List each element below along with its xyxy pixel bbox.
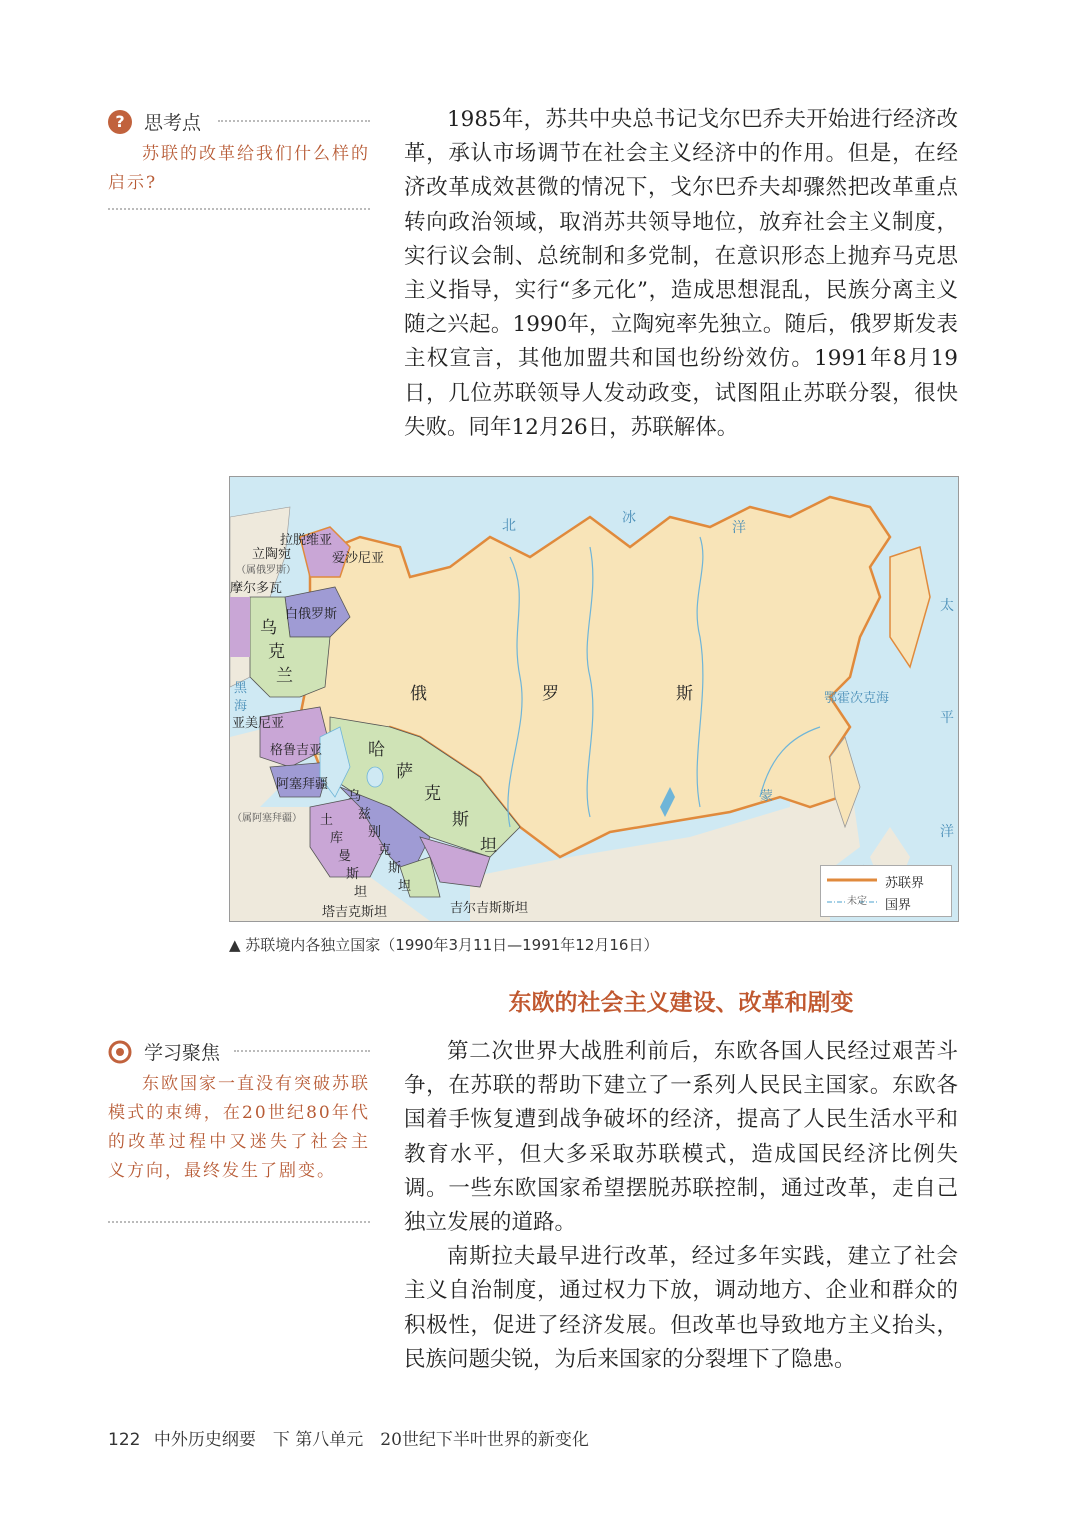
label-russia-3: 斯 <box>676 684 693 704</box>
label-turkmen-3: 曼 <box>338 849 352 864</box>
label-uzbek-5: 斯 <box>388 861 402 876</box>
footer-text: 中外历史纲要 下 第八单元 20世纪下半叶世界的新变化 <box>153 1430 589 1450</box>
label-lithuania: 立陶宛 <box>252 547 292 562</box>
focus-header <box>108 1038 220 1065</box>
label-kazakh-5: 坦 <box>480 836 497 856</box>
label-belarus: 白俄罗斯 <box>285 607 338 622</box>
section-body <box>404 1035 958 1377</box>
label-turkmen-1: 土 <box>320 813 334 828</box>
page-number: 122 <box>108 1430 141 1450</box>
section-paragraph-1: 第二次世界大战胜利前后，东欧各国人民经过艰苦斗争，在苏联的帮助下建立了一系列人民民主国家。东欧各国着手恢复遭到战争破坏的经济，提高了人民生活水平和教育水平，但大多采取苏联模式，造成国民经济比例失调。一些东欧国家希望摆脱苏联控制，通过改革，走自己独立发展的道路。 <box>404 1039 958 1236</box>
target-icon <box>108 1040 132 1064</box>
section-title: 东欧的社会主义建设、改革和剧变 <box>508 990 854 1016</box>
think-point-text: 苏联的改革给我们什么样的启示? <box>108 144 370 193</box>
label-arctic-1: 北 <box>502 518 516 534</box>
divider <box>218 120 370 122</box>
label-turkmen-2: 库 <box>330 831 344 846</box>
label-kazakh-3: 克 <box>424 784 441 804</box>
label-black-sea-2: 海 <box>234 699 248 714</box>
label-pacific-1: 太 <box>940 598 954 614</box>
label-kazakh-1: 哈 <box>368 740 385 760</box>
intro-paragraph: 1985年，苏共中央总书记戈尔巴乔夫开始进行经济改革，承认市场调节在社会主义经济中的作用。但是，在经济改革成效甚微的情况下，戈尔巴乔夫却骤然把改革重点转向政治领域，取消苏共领导地位，放弃社会主义制度，实行议会制、总统制和多党制，在意识形态上抛弃马克思主义指导，实行“多元化”，造成思想混乱，民族分离主义随之兴起。1990年，立陶宛率先独立。随后，俄罗斯发表主权宣言，其他加盟共和国也纷纷效仿。1991年8月19日，几位苏联领导人发动政变，试图阻止苏联分裂，很快失败。同年12月26日，苏联解体。 <box>404 107 958 440</box>
think-point-label: 思考点 <box>144 112 202 134</box>
question-icon: ? <box>108 110 132 134</box>
label-russia-note: （属俄罗斯） <box>236 565 296 576</box>
label-ukraine-3: 兰 <box>276 666 293 686</box>
label-uzbek-1: 乌 <box>348 789 362 804</box>
divider <box>108 1221 370 1223</box>
legend-ussr: 苏联界 <box>885 876 925 891</box>
focus-label: 学习聚焦 <box>144 1042 221 1064</box>
page-footer <box>108 1425 589 1450</box>
label-georgia: 格鲁吉亚 <box>270 743 323 758</box>
label-arctic-2: 冰 <box>622 510 636 526</box>
label-okhotsk: 鄂霍次克海 <box>824 691 890 706</box>
label-tajik: 塔吉克斯坦 <box>322 905 388 920</box>
label-pacific-3: 洋 <box>940 824 954 840</box>
map-caption: ▲ 苏联境内各独立国家（1990年3月11日—1991年12月16日） <box>229 936 659 954</box>
map-legend <box>820 865 952 917</box>
label-azerbaijan-note: （属阿塞拜疆） <box>232 813 302 824</box>
label-arctic-3: 洋 <box>732 520 746 536</box>
divider <box>108 208 370 210</box>
label-kyrgyz: 吉尔吉斯斯坦 <box>450 901 529 916</box>
label-armenia: 亚美尼亚 <box>232 716 285 731</box>
label-kazakh-4: 斯 <box>452 810 469 830</box>
label-uzbek-2: 兹 <box>358 807 372 822</box>
label-uzbek-4: 克 <box>378 843 392 858</box>
divider <box>234 1050 370 1052</box>
label-turkmen-5: 坦 <box>354 885 368 900</box>
section-paragraph-2: 南斯拉夫最早进行改革，经过多年实践，建立了社会主义自治制度，通过权力下放，调动地方、企业和群众的积极性，促进了经济发展。但改革也导致地方主义抬头，民族问题尖锐，为后来国家的分裂埋下了隐患。 <box>404 1244 958 1372</box>
label-azerbaijan: 阿塞拜疆 <box>276 777 329 792</box>
label-black-sea: 黑 <box>234 681 248 696</box>
label-latvia: 拉脱维亚 <box>280 533 333 548</box>
label-estonia: 爱沙尼亚 <box>332 551 385 566</box>
label-mongolia: 蒙 <box>760 789 774 804</box>
label-uzbek-6: 坦 <box>398 879 412 894</box>
label-moldova: 摩尔多瓦 <box>230 581 283 596</box>
label-ukraine-1: 乌 <box>260 618 277 638</box>
think-point-header <box>108 108 201 135</box>
legend-undefined: 未定 <box>847 896 867 907</box>
label-ukraine-2: 克 <box>268 642 285 662</box>
label-turkmen-4: 斯 <box>346 867 360 882</box>
label-uzbek-3: 别 <box>368 825 382 840</box>
label-pacific-2: 平 <box>940 710 954 726</box>
focus-text: 东欧国家一直没有突破苏联模式的束缚，在20世纪80年代的改革过程中又迷失了社会主义方向，最终发生了剧变。 <box>108 1074 370 1181</box>
intro-text <box>404 103 958 445</box>
legend-border: 国界 <box>885 898 912 913</box>
label-russia-1: 俄 <box>410 684 427 704</box>
label-kazakh-2: 萨 <box>396 762 413 782</box>
ussr-map <box>229 476 959 922</box>
label-russia-2: 罗 <box>542 684 559 704</box>
